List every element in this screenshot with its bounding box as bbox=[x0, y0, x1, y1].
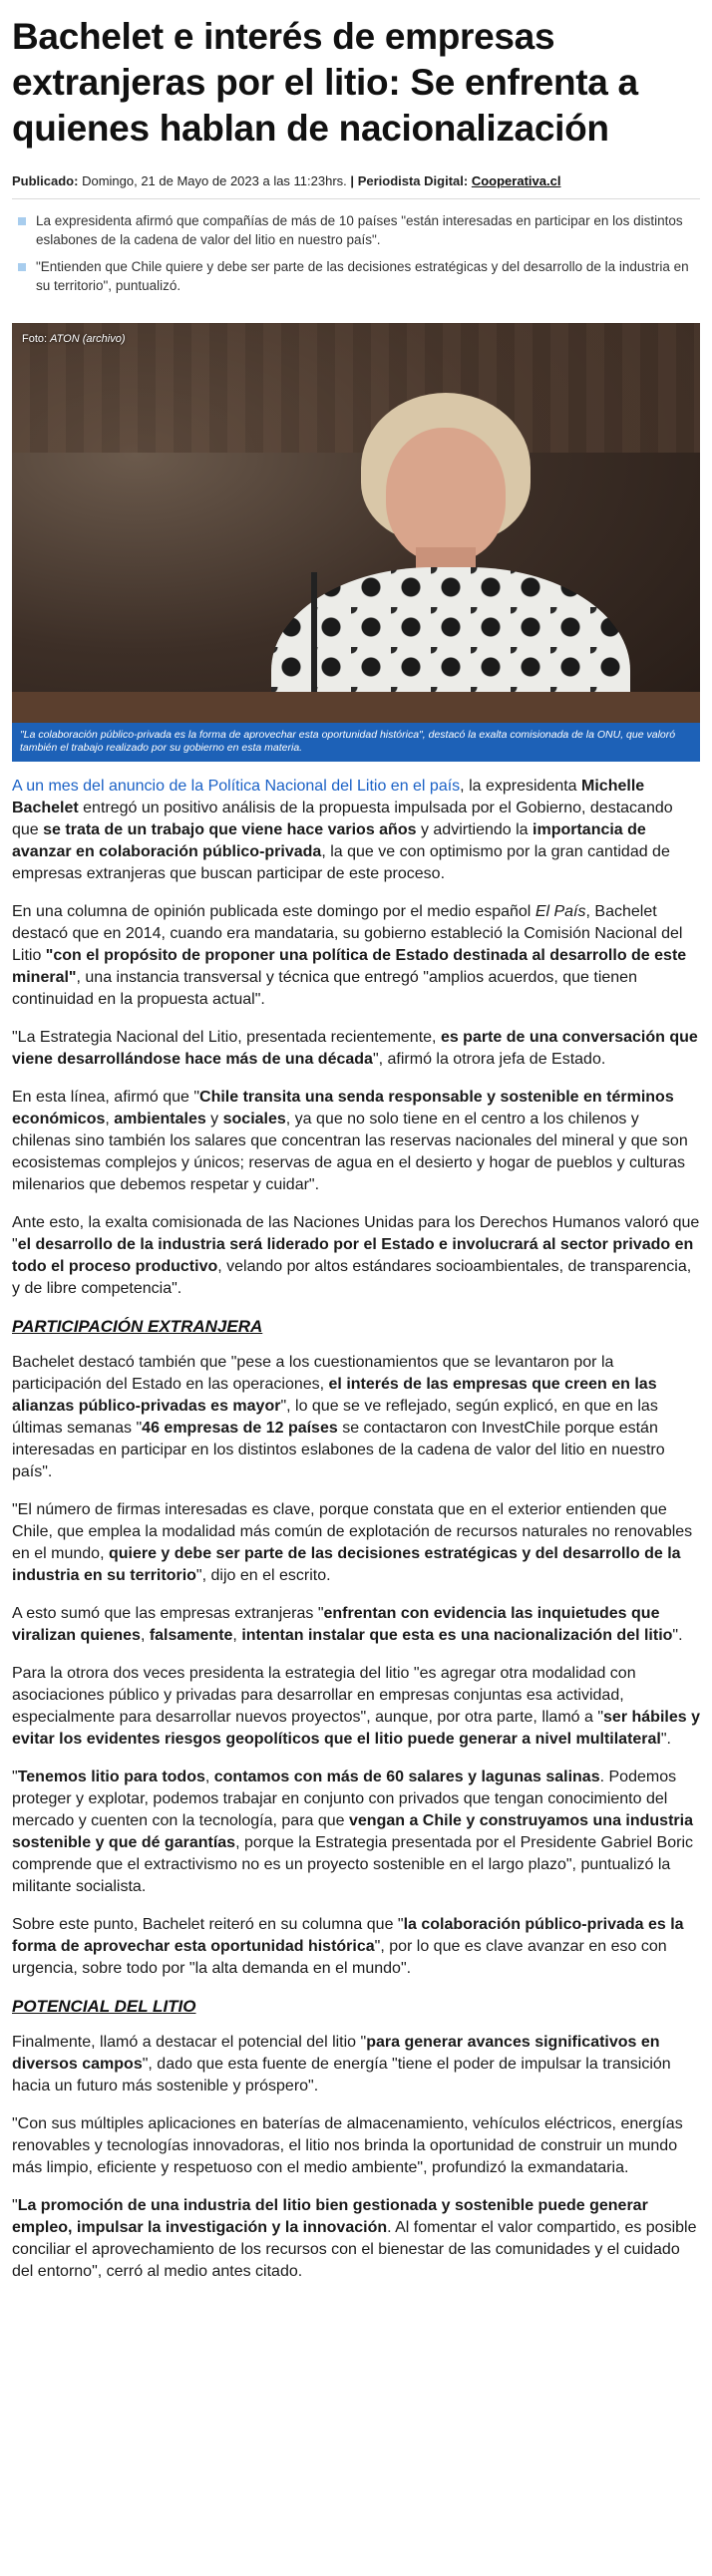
paragraph: A un mes del anuncio de la Política Nacional del Litio en el país, la expresidenta Michelle Bachelet entregó un positivo análisis de la propuesta impulsada por el Gobierno, destacando que se trata de un trabajo que viene hace varios años y advirtiendo la importancia de avanzar en colaboración público-privada, la que ve con optimismo por la gran cantidad de empresas extranjeras que buscan participar de este proceso. bbox=[12, 778, 673, 882]
paragraph: Sobre este punto, Bachelet reiteró en su columna que "la colaboración público-privada es la forma de aprovechar esta oportunidad histórica", por lo que es clave avanzar en eso con urgencia, sobre todo por "la alta demanda en el mundo". bbox=[12, 1916, 684, 1977]
paragraph: "Con sus múltiples aplicaciones en baterías de almacenamiento, vehículos eléctricos, energías renovables y tecnologías innovadoras, el litio nos brinda la oportunidad de construir un mundo más limpio, eficiente y respetuoso con el medio ambiente", profundizó la exmandataria. bbox=[12, 2115, 683, 2176]
summary-bullet bbox=[12, 257, 700, 295]
paragraph: Para la otrora dos veces presidenta la estrategia del litio "es agregar otra modalidad con asociaciones público y privadas para desarrollar en empresas conjuntas esa actividad, especialmente para desarrollar nuevos proyectos", aunque, por otra parte, llamó a "ser hábiles y evitar los evidentes riesgos geopolíticos que el litio puede generar a nivel multilateral". bbox=[12, 1665, 700, 1748]
photo-credit: Foto: ATON (archivo) bbox=[22, 333, 126, 345]
summary-bullet-text: "Entienden que Chile quiere y debe ser parte de las decisiones estratégicas y del desarrollo de la industria en su territorio", puntualizó. bbox=[36, 259, 689, 293]
byline-separator: | bbox=[350, 173, 355, 188]
paragraph: "Tenemos litio para todos, contamos con más de 60 salares y lagunas salinas. Podemos proteger y explotar, podemos trabajar en conjunto con privados que tengan conocimiento del mercado y cuenten con la tecnología, para que vengan a Chile y construyamos una industria sostenible y que dé garantías, porque la Estrategia presentada por el Presidente Gabriel Boric comprende que el extractivismo no es un proyecto sostenible en el largo plazo", puntualizó la militante socialista. bbox=[12, 1769, 694, 1895]
paragraph: "El número de firmas interesadas es clave, porque constata que en el exterior entienden que Chile, que emplea la modalidad más común de explotación de recursos naturales no renovables en el mundo, quiere y debe ser parte de las decisiones estratégicas y del desarrollo de la industria en su territorio", dijo en el escrito. bbox=[12, 1501, 693, 1584]
section-heading: PARTICIPACIÓN EXTRANJERA bbox=[12, 1317, 263, 1336]
photo-caption: "La colaboración público-privada es la forma de aprovechar esta oportunidad histórica", destacó la exalta comisionada de la ONU, que valoró también el trabajo realizado por su gobierno en esta materia. bbox=[12, 723, 700, 762]
lithium-policy-link[interactable]: A un mes del anuncio de la Política Nacional del Litio en el país bbox=[12, 778, 461, 795]
paragraph: "La promoción de una industria del litio bien gestionada y sostenible puede generar empleo, impulsar la investigación y la innovación. Al fomentar el valor compartido, es posible conciliar el aprovechamiento de los recursos con el bienestar de las comunidades y el cuidado del entorno", cerró al medio antes citado. bbox=[12, 2197, 697, 2280]
article-body bbox=[12, 776, 700, 2283]
headline: Bachelet e interés de empresas extranjeras por el litio: Se enfrenta a quienes hablan de nacionalización bbox=[12, 16, 638, 149]
summary-bullet-text: La expresidenta afirmó que compañías de más de 10 países "están interesadas en participar en los distintos eslabones de la cadena de valor del litio en nuestro país". bbox=[36, 213, 683, 247]
paragraph: Ante esto, la exalta comisionada de las Naciones Unidas para los Derechos Humanos valoró que "el desarrollo de la industria será liderado por el Estado e involucrará al sector privado en todo el proceso productivo, velando por altos estándares socioambientales, de transparencia, y de libre competencia". bbox=[12, 1214, 700, 1297]
paragraph: En esta línea, afirmó que "Chile transita una senda responsable y sostenible en términos económicos, ambientales y sociales, ya que no solo tiene en el centro a los chilenos y chilenas sino también los salares que concentran las reservas nacionales del mineral y que son ecosistemas complejos y únicos; reservas de agua en el desierto y hogar de pueblos y culturas milenarios que debemos respetar y cuidar". bbox=[12, 1089, 688, 1193]
paragraph: "La Estrategia Nacional del Litio, presentada recientemente, es parte de una conversación que viene desarrollándose hace más de una década", afirmó la otrora jefa de Estado. bbox=[12, 1029, 698, 1068]
source-link[interactable]: Cooperativa.cl bbox=[471, 173, 561, 188]
bullet-square-icon bbox=[18, 263, 26, 271]
published-label: Publicado: bbox=[12, 173, 79, 188]
paragraph: Finalmente, llamó a destacar el potencial del litio "para generar avances significativos en diversos campos", dado que esta fuente de energía "tiene el poder de impulsar la transición hacia un futuro más sostenible y próspero". bbox=[12, 2034, 671, 2094]
byline bbox=[12, 173, 700, 199]
section-heading: POTENCIAL DEL LITIO bbox=[12, 1997, 196, 2016]
paragraph: En una columna de opinión publicada este domingo por el medio español El País, Bachelet destacó que en 2014, cuando era mandataria, su gobierno estableció la Comisión Nacional del Litio "con el propósito de proponer una política de Estado destinada al desarrollo de este mineral", una instancia transversal y técnica que entregó "amplios acuerdos, que tienen continuidad en la propuesta actual". bbox=[12, 903, 687, 1008]
publish-date: Domingo, 21 de Mayo de 2023 a las 11:23hrs. bbox=[82, 173, 347, 188]
bullet-square-icon bbox=[18, 217, 26, 225]
photo-person-face bbox=[386, 428, 506, 562]
paragraph: A esto sumó que las empresas extranjeras "enfrentan con evidencia las inquietudes que viralizan quienes, falsamente, intentan instalar que esta es una nacionalización del litio". bbox=[12, 1605, 683, 1644]
paragraph: Bachelet destacó también que "pese a los cuestionamientos que se levantaron por la participación del Estado en las operaciones, el interés de las empresas que creen en las alianzas público-privadas es mayor", lo que se ve reflejado, según explicó, en que en las últimas semanas "46 empresas de 12 países se contactaron con InvestChile porque están interesadas en participar en los distintos eslabones de la cadena de valor del litio en nuestro país". bbox=[12, 1354, 665, 1480]
summary-bullets bbox=[12, 211, 700, 295]
author-label: Periodista Digital: bbox=[357, 173, 469, 188]
summary-bullet bbox=[12, 211, 700, 249]
lead-photo bbox=[12, 323, 700, 762]
